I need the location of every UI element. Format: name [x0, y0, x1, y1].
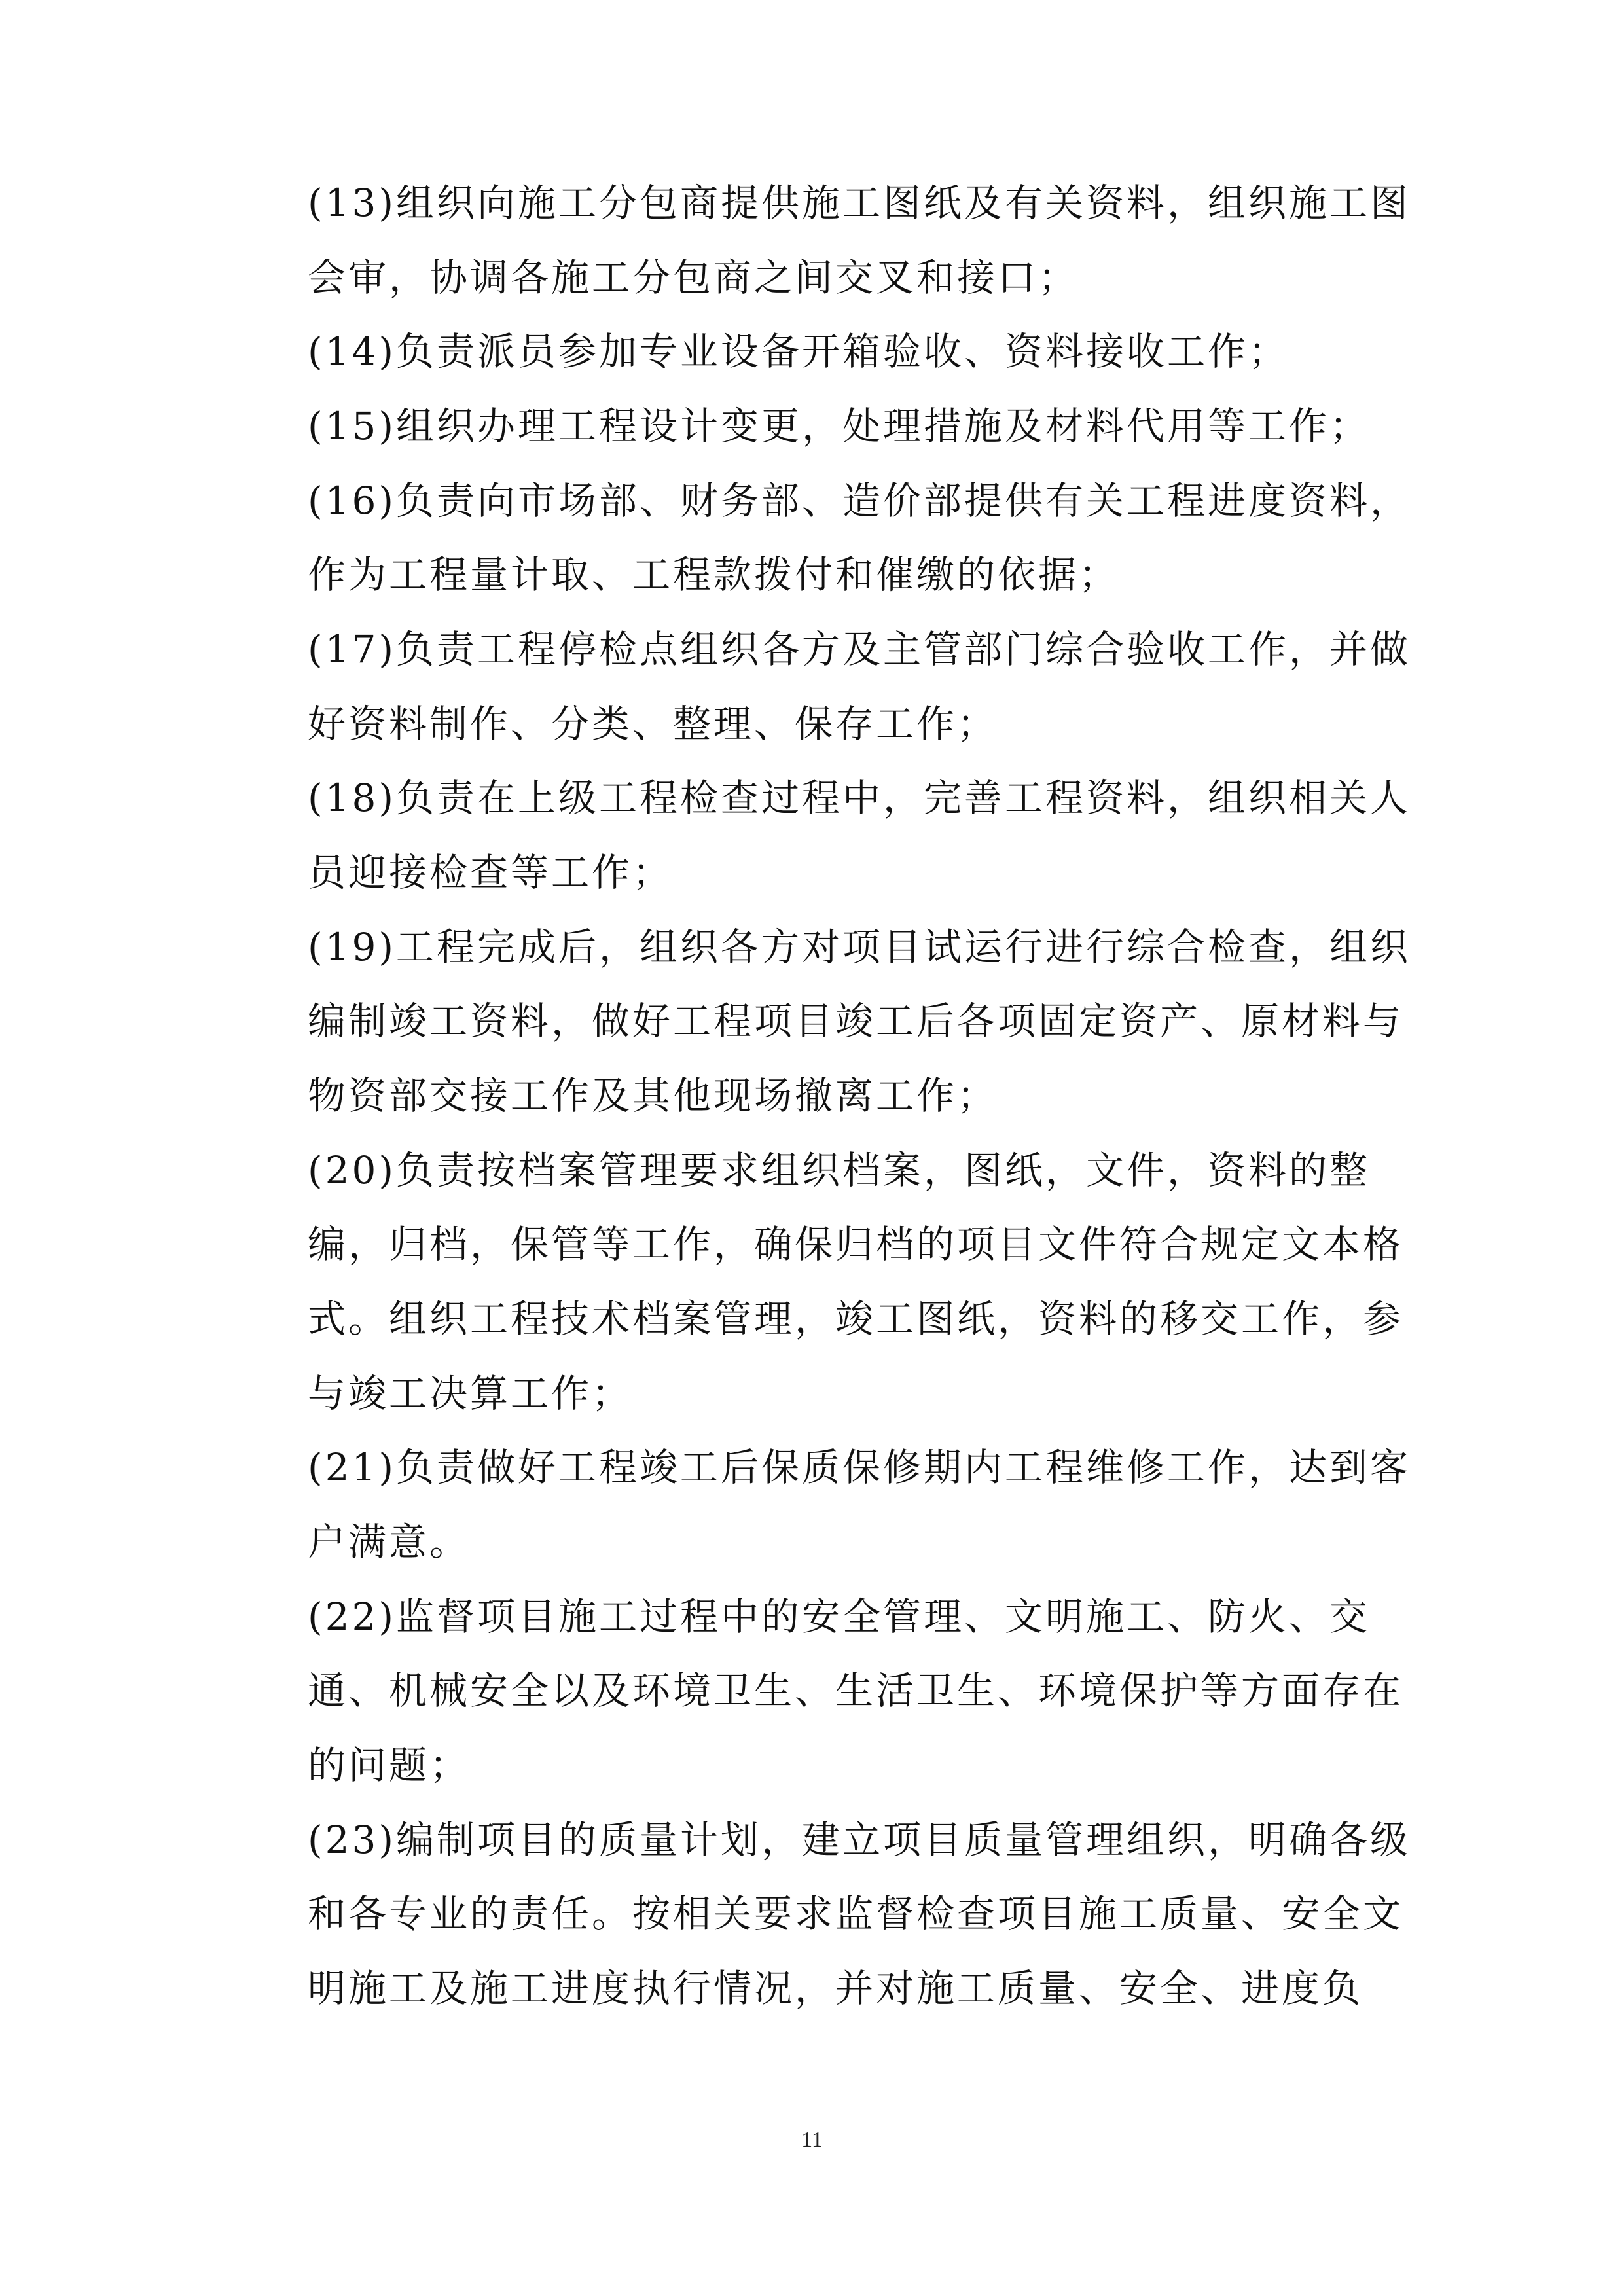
text-line: (22)监督项目施工过程中的安全管理、文明施工、防火、交	[308, 1594, 1371, 1639]
text-line: 好资料制作、分类、整理、保存工作；	[308, 702, 998, 746]
text-line: 物资部交接工作及其他现场撤离工作；	[308, 1073, 998, 1118]
text-line: (15)组织办理工程设计变更，处理措施及材料代用等工作；	[308, 404, 1371, 448]
text-line: 户满意。	[308, 1520, 471, 1564]
text-line: (21)负责做好工程竣工后保质保修期内工程维修工作，达到客	[308, 1445, 1411, 1490]
text-line: (18)负责在上级工程检查过程中，完善工程资料，组织相关人	[308, 776, 1411, 820]
text-line: 通、机械安全以及环境卫生、生活卫生、环境保护等方面存在	[308, 1668, 1404, 1713]
text-line: 编，归档，保管等工作，确保归档的项目文件符合规定文本格	[308, 1222, 1404, 1266]
text-line: 员迎接检查等工作；	[308, 850, 674, 895]
text-line: (14)负责派员参加专业设备开箱验收、资料接收工作；	[308, 329, 1290, 374]
page-number: 11	[801, 2128, 823, 2152]
text-line: 和各专业的责任。按相关要求监督检查项目施工质量、安全文	[308, 1892, 1404, 1936]
text-line: (17)负责工程停检点组织各方及主管部门综合验收工作，并做	[308, 627, 1411, 672]
text-line: 编制竣工资料，做好工程项目竣工后各项固定资产、原材料与	[308, 999, 1404, 1043]
text-line: 的问题；	[308, 1743, 471, 1787]
text-line: 与竣工决算工作；	[308, 1371, 633, 1416]
text-line: (19)工程完成后，组织各方对项目试运行进行综合检查，组织	[308, 925, 1411, 969]
text-line: 作为工程量计取、工程款拨付和催缴的依据；	[308, 552, 1120, 597]
text-line: 会审，协调各施工分包商之间交叉和接口；	[308, 255, 1079, 300]
text-line: (23)编制项目的质量计划，建立项目质量管理组织，明确各级	[308, 1818, 1411, 1862]
text-line: (16)负责向市场部、财务部、造价部提供有关工程进度资料，	[308, 478, 1411, 523]
text-line: 式。组织工程技术档案管理，竣工图纸，资料的移交工作，参	[308, 1297, 1404, 1341]
text-line: (13)组织向施工分包商提供施工图纸及有关资料，组织施工图	[308, 181, 1411, 225]
text-line: (20)负责按档案管理要求组织档案，图纸，文件，资料的整	[308, 1148, 1371, 1193]
text-line: 明施工及施工进度执行情况，并对施工质量、安全、进度负	[308, 1966, 1363, 2011]
